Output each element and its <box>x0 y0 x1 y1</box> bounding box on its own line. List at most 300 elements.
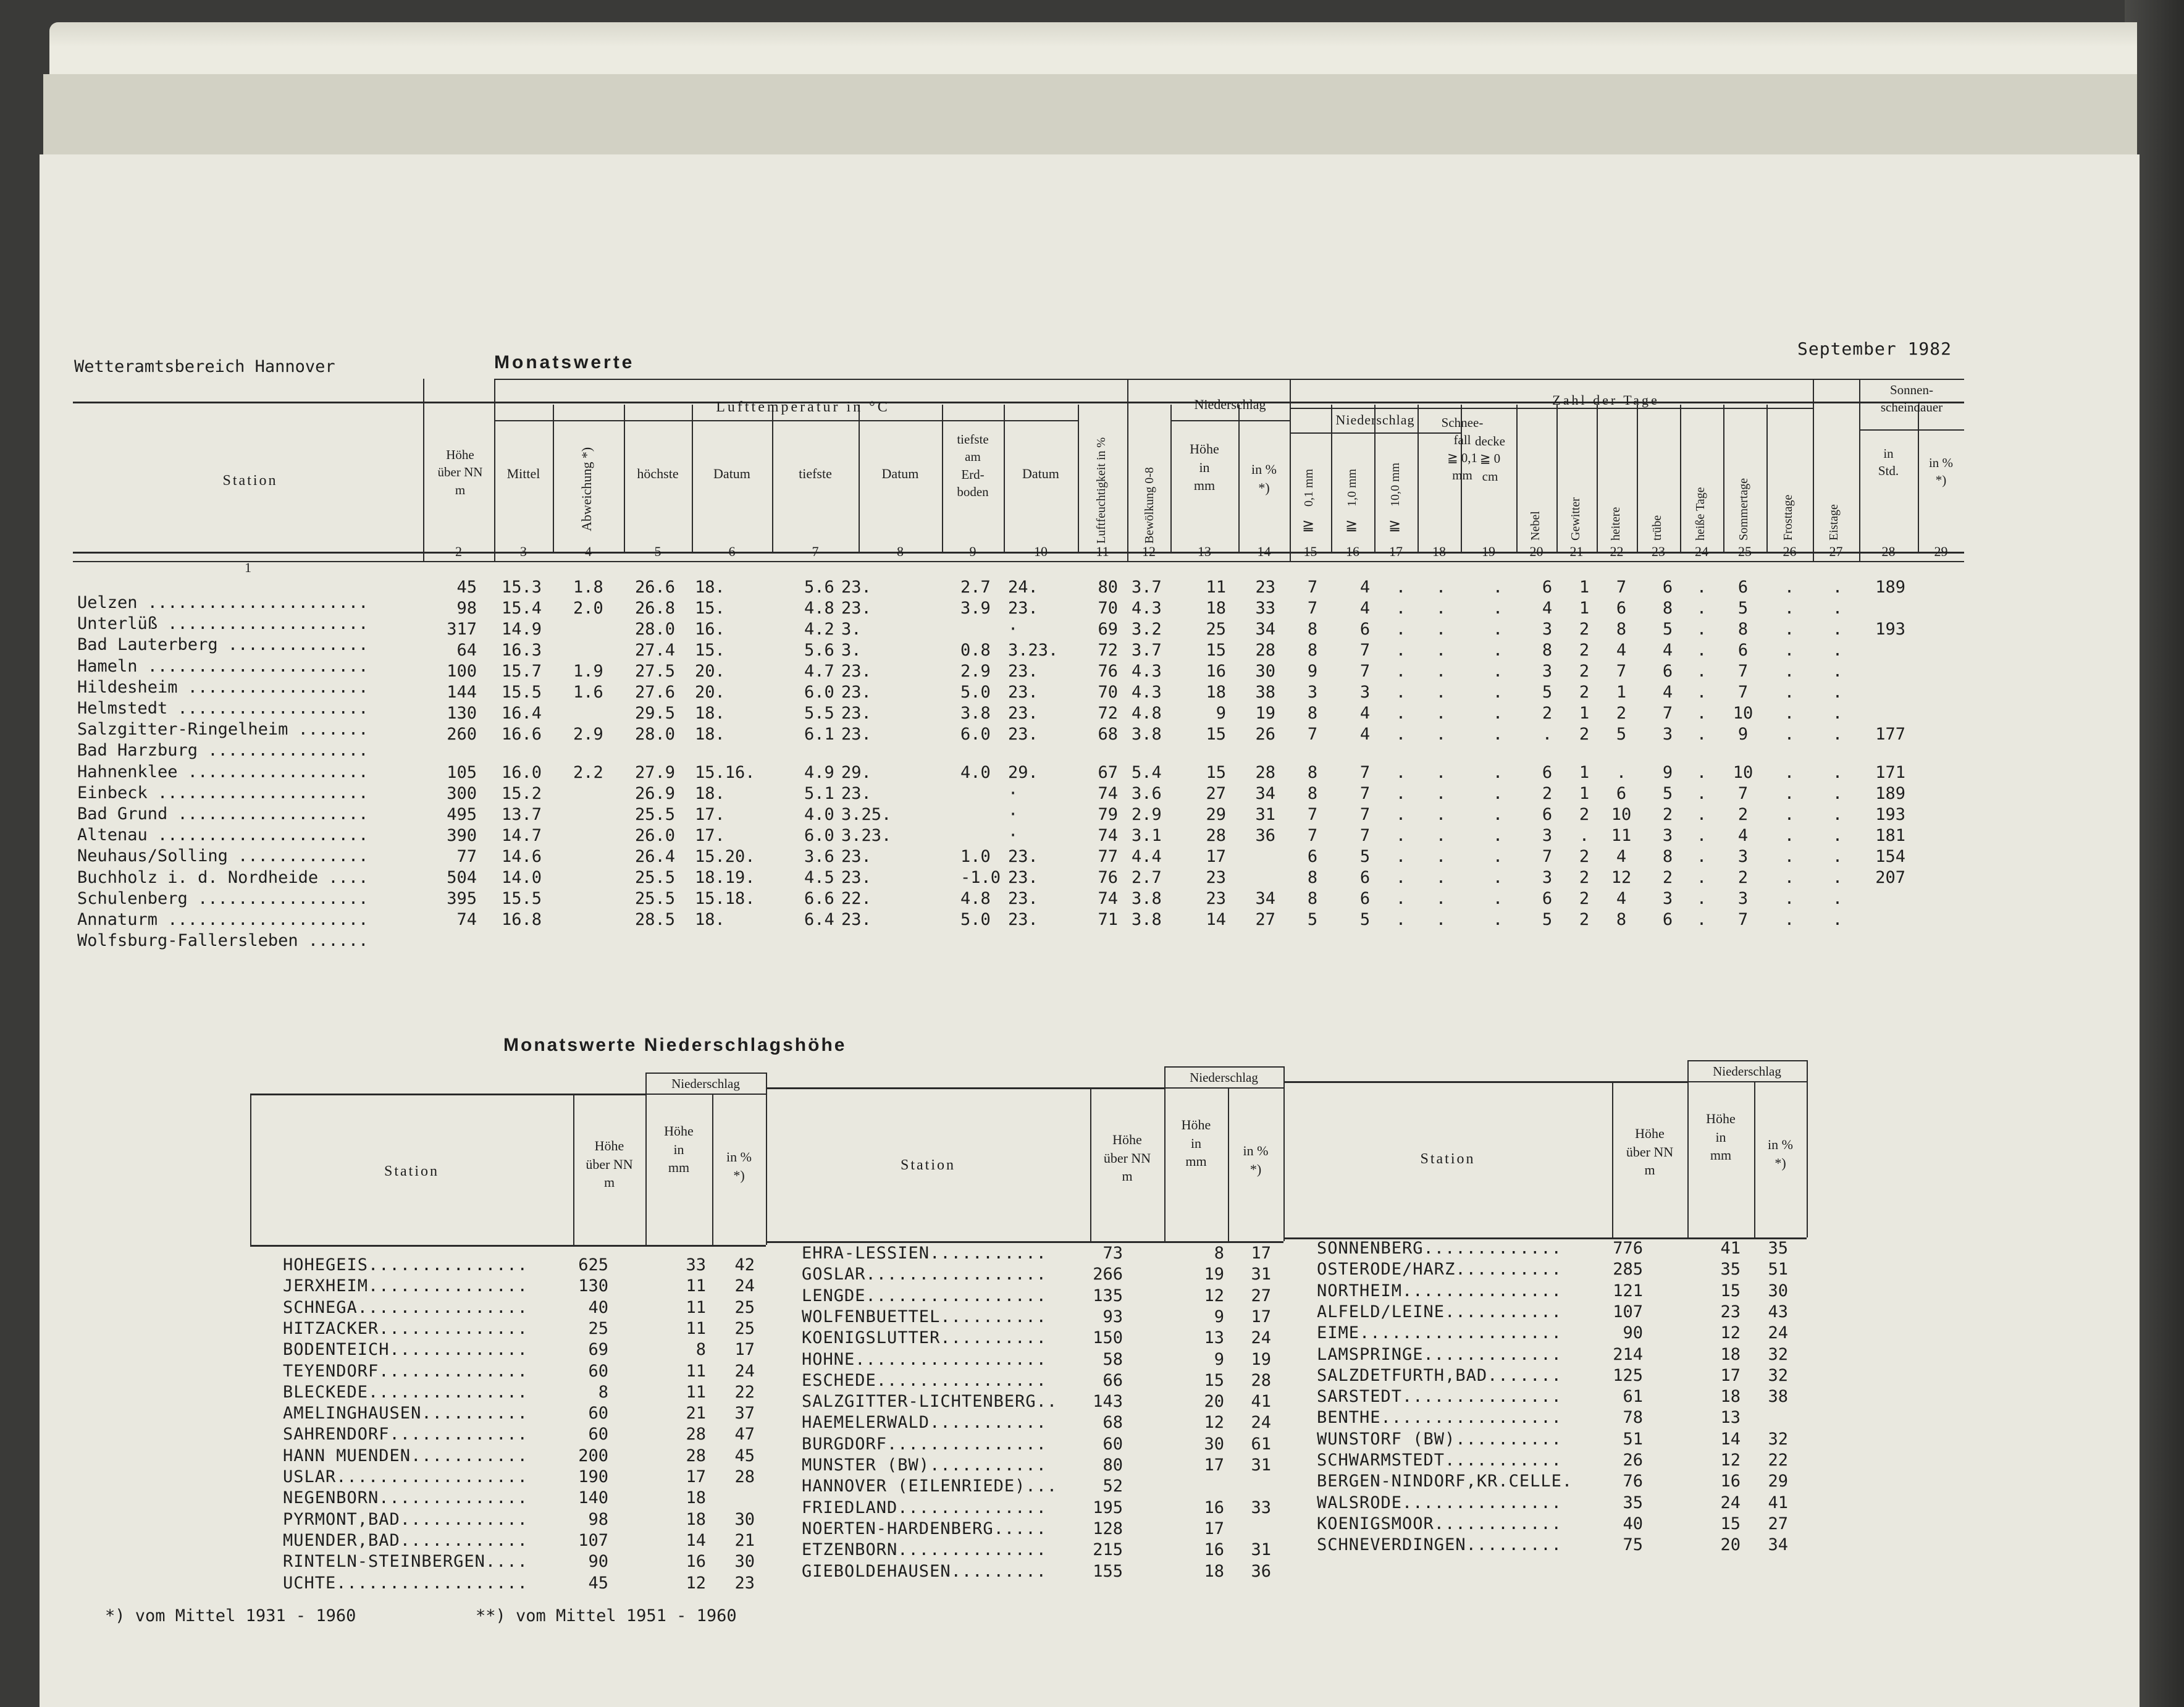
prec-station-mm: 20 <box>1204 1392 1224 1412</box>
prec-station-mm: 20 <box>1720 1535 1741 1555</box>
prec-station-name: HAEMELERWALD........... <box>802 1413 1047 1433</box>
prec-station-percent: 23 <box>734 1573 755 1593</box>
value-col-3: 15.3 <box>502 578 542 597</box>
ge-symbol: ≧ <box>1301 518 1315 534</box>
table1-vrule <box>1078 405 1079 553</box>
value-col-9: -1.0 <box>960 868 1001 887</box>
value-col-7: 5.5 <box>804 704 834 723</box>
value-col-12: 4.4 <box>1132 847 1162 866</box>
value-col-22: 5 <box>1616 725 1627 744</box>
precipitation-header: Niederschlag <box>1194 397 1266 412</box>
prec-station-height: 130 <box>578 1276 608 1296</box>
prec-station-name: ETZENBORN.............. <box>802 1540 1047 1560</box>
value-col-11: 70 <box>1098 599 1118 618</box>
value-col-20: 4 <box>1542 599 1553 618</box>
table1-vrule <box>1597 405 1598 553</box>
value-col-19: . <box>1492 784 1503 803</box>
value-col-17: . <box>1395 889 1406 908</box>
value-col-12: 3.7 <box>1132 641 1162 660</box>
prec-station-height: 266 <box>1093 1265 1123 1284</box>
value-col-8: 23. <box>841 847 872 866</box>
value-col-11: 72 <box>1098 641 1118 660</box>
value-col-22: 6 <box>1616 784 1627 803</box>
prec-station-name: PYRMONT,BAD............ <box>283 1509 528 1529</box>
value-col-6: 17. <box>695 805 725 824</box>
prec-station-mm: 17 <box>1204 1456 1224 1475</box>
sunshine-header: Sonnen- scheindauer <box>1880 382 1943 415</box>
heisse-days-header: heiße Tage <box>1694 487 1707 541</box>
prec-group-mid-rule-1 <box>1164 1087 1283 1089</box>
prec-station-percent: 24 <box>1251 1328 1271 1348</box>
value-col-6: 18. <box>695 784 725 803</box>
value-col-15: 9 <box>1307 662 1318 681</box>
table1-vrule <box>1127 379 1128 561</box>
prec-station-name: EIME................... <box>1317 1323 1562 1343</box>
column-number-7: 7 <box>812 544 819 559</box>
value-col-19: . <box>1492 763 1503 782</box>
value-col-26: . <box>1784 704 1795 723</box>
value-col-21: 2 <box>1579 805 1590 824</box>
prec-station-mm: 12 <box>1204 1413 1224 1433</box>
value-col-15: 7 <box>1307 725 1318 744</box>
prec-station-height: 285 <box>1613 1260 1643 1279</box>
column-number-27: 27 <box>1829 544 1843 559</box>
prec-station-height: 155 <box>1093 1561 1123 1581</box>
prec-station-row <box>0 1514 1976 1535</box>
prec-station-row <box>0 1239 1976 1260</box>
value-col-2: 45 <box>456 578 477 597</box>
value-col-26: . <box>1784 683 1795 702</box>
value-col-13: 15 <box>1206 763 1226 782</box>
table1-vrule <box>1290 379 1291 561</box>
value-col-13: 9 <box>1216 704 1226 723</box>
precip-01mm-header: 0,1 mm <box>1302 468 1316 507</box>
station-header: Station <box>222 473 278 489</box>
value-col-25: 5 <box>1737 599 1749 618</box>
value-col-6: 18. <box>695 910 725 929</box>
column-number-19: 19 <box>1482 544 1495 559</box>
station-values-0 <box>0 578 1976 599</box>
prec-station-row <box>0 1260 1976 1281</box>
value-col-23: 2 <box>1662 805 1673 824</box>
value-col-16: 7 <box>1359 826 1371 845</box>
value-col-16: 5 <box>1359 847 1371 866</box>
value-col-16: 3 <box>1359 683 1371 702</box>
value-col-11: 77 <box>1098 847 1118 866</box>
value-col-13: 29 <box>1206 805 1226 824</box>
value-col-4: 1.8 <box>573 578 603 597</box>
value-col-26: . <box>1784 599 1795 618</box>
station-values-4 <box>0 662 1976 683</box>
value-col-3: 16.0 <box>502 763 542 782</box>
prec-table-top-rule-0 <box>250 1094 645 1095</box>
value-col-15: 6 <box>1307 847 1318 866</box>
prec-station-percent: 37 <box>734 1404 755 1423</box>
value-col-20: 2 <box>1542 704 1553 723</box>
value-col-23: 6 <box>1662 578 1673 597</box>
prec-station-percent: 27 <box>1768 1514 1788 1533</box>
value-col-25: 2 <box>1737 868 1749 887</box>
prec-station-percent: 19 <box>1251 1349 1271 1369</box>
value-col-11: 72 <box>1098 704 1118 723</box>
value-col-8: 23. <box>841 784 872 803</box>
prec-station-name: OSTERODE/HARZ.......... <box>1317 1260 1562 1279</box>
value-col-26: . <box>1784 805 1795 824</box>
prec-station-percent: 42 <box>734 1255 755 1275</box>
value-col-7: 5.1 <box>804 784 834 803</box>
value-col-4: 2.2 <box>573 763 603 782</box>
station-name: Helmstedt ................... <box>77 699 369 718</box>
value-col-28: 171 <box>1875 763 1905 782</box>
prec-station-height: 135 <box>1093 1286 1123 1305</box>
value-col-5: 26.8 <box>635 599 676 618</box>
prec-station-mm: 15 <box>1720 1281 1741 1300</box>
sunshine-percent-header: in % *) <box>1928 455 1954 488</box>
value-col-26: . <box>1784 662 1795 681</box>
prec-station-mm: 13 <box>1720 1408 1741 1428</box>
value-col-15: 8 <box>1307 889 1318 908</box>
prec-station-name: EHRA-LESSIEN........... <box>802 1244 1047 1263</box>
prec-station-percent: 31 <box>1251 1456 1271 1475</box>
value-col-14: 33 <box>1255 599 1275 618</box>
prec-station-percent: 61 <box>1251 1434 1271 1454</box>
niederschlag-group-rule <box>1170 420 1290 421</box>
column-number-21: 21 <box>1569 544 1584 559</box>
value-col-19: . <box>1492 641 1503 660</box>
value-col-5: 29.5 <box>635 704 676 723</box>
prec-station-height: 35 <box>1623 1493 1643 1512</box>
prec-station-mm: 11 <box>686 1382 706 1402</box>
value-col-21: 2 <box>1579 910 1590 929</box>
value-col-15: 8 <box>1307 868 1318 887</box>
prec-station-height: 625 <box>578 1255 608 1275</box>
value-col-18: . <box>1435 662 1447 681</box>
prec-station-mm: 11 <box>686 1318 706 1338</box>
value-col-25: 10 <box>1732 763 1754 782</box>
prec-station-percent: 43 <box>1768 1302 1788 1321</box>
prec-station-height: 125 <box>1613 1365 1643 1385</box>
value-col-12: 4.3 <box>1132 662 1162 681</box>
value-col-2: 98 <box>456 599 477 618</box>
prec-mm-header-2: Höhe in mm <box>1706 1111 1736 1163</box>
value-col-15: 8 <box>1307 763 1318 782</box>
ground-min-header: tiefste am Erd- boden <box>957 432 989 500</box>
value-col-18: . <box>1435 784 1447 803</box>
prec-station-row <box>0 1408 1976 1429</box>
station-name: Hildesheim .................. <box>77 677 369 697</box>
table1-vrule <box>553 405 554 553</box>
value-col-8: 29. <box>841 763 872 782</box>
value-col-7: 3.6 <box>804 847 834 866</box>
value-col-16: 7 <box>1359 662 1371 681</box>
prec-group-top-rule-0 <box>645 1073 766 1074</box>
prec-station-mm: 14 <box>1720 1429 1741 1449</box>
value-col-23: 3 <box>1662 826 1673 845</box>
value-col-8: 22. <box>841 889 872 908</box>
value-col-9: 6.0 <box>960 725 991 744</box>
prec-station-mm: 35 <box>1720 1260 1741 1279</box>
value-col-19: . <box>1492 725 1503 744</box>
value-col-27: . <box>1832 578 1843 597</box>
prec-station-name: HANN MUENDEN........... <box>283 1446 528 1465</box>
prec-station-row <box>0 1451 1976 1472</box>
value-col-27: . <box>1832 784 1843 803</box>
value-col-6: 17. <box>695 826 725 845</box>
value-col-13: 15 <box>1206 725 1226 744</box>
value-col-8: 23. <box>841 578 872 597</box>
prec-station-row <box>0 1302 1976 1323</box>
value-col-8: 23. <box>841 662 872 681</box>
value-col-21: 2 <box>1579 641 1590 660</box>
station-name: Buchholz i. d. Nordheide .... <box>77 867 369 887</box>
column-number-13: 13 <box>1198 544 1211 559</box>
value-col-12: 3.8 <box>1132 889 1162 908</box>
value-col-7: 4.2 <box>804 620 834 639</box>
footnote-1951: **) vom Mittel 1951 - 1960 <box>476 1606 737 1625</box>
prec-station-height: 51 <box>1623 1429 1643 1449</box>
value-col-17: . <box>1395 868 1406 887</box>
prec-station-height: 107 <box>1613 1302 1643 1321</box>
value-col-18: . <box>1435 578 1447 597</box>
prec-station-row <box>0 1323 1976 1344</box>
value-col-14: 34 <box>1255 784 1275 803</box>
value-col-3: 16.4 <box>502 704 542 723</box>
column-number-9: 9 <box>969 544 976 559</box>
prec-station-mm: 16 <box>1204 1540 1224 1560</box>
value-col-16: 4 <box>1359 704 1371 723</box>
value-col-2: 317 <box>447 620 477 639</box>
prec-station-height: 60 <box>1102 1434 1123 1454</box>
value-col-4: 2.0 <box>573 599 603 618</box>
value-col-23: 4 <box>1662 683 1673 702</box>
prec-station-name: SONNENBERG............. <box>1317 1239 1562 1258</box>
min-date-header: Datum <box>881 466 919 481</box>
prec-station-height: 73 <box>1102 1244 1123 1263</box>
value-col-7: 6.6 <box>804 889 834 908</box>
prec-station-height: 200 <box>578 1446 608 1465</box>
prec-station-name: KOENIGSMOOR............ <box>1317 1514 1562 1533</box>
station-name: Schulenberg ................. <box>77 888 369 908</box>
value-col-16: 6 <box>1359 868 1371 887</box>
prec-station-mm: 9 <box>1214 1307 1224 1326</box>
prec-station-height: 26 <box>1623 1451 1643 1470</box>
value-col-23: 3 <box>1662 725 1673 744</box>
station-name: Bad Harzburg ................ <box>77 741 369 761</box>
table1-upper-rule <box>494 379 1964 380</box>
prec-station-name: ESCHEDE................ <box>802 1370 1047 1390</box>
ground-min-date-header: Datum <box>1022 466 1059 481</box>
prec-station-mm: 17 <box>1204 1519 1224 1538</box>
prec-station-name: UCHTE.................. <box>283 1573 528 1593</box>
station-name: Unterlüß .................... <box>77 614 369 634</box>
nebel-days-header: Nebel <box>1529 511 1542 541</box>
value-col-28: 181 <box>1875 826 1905 845</box>
prec-height-header-1: Höhe über NN m <box>1103 1132 1151 1184</box>
value-col-11: 67 <box>1098 763 1118 782</box>
prec-station-mm: 17 <box>1720 1365 1741 1385</box>
value-col-19: . <box>1492 620 1503 639</box>
value-col-5: 26.6 <box>635 578 676 597</box>
value-col-25: 6 <box>1737 578 1749 597</box>
prec-station-mm: 8 <box>695 1340 706 1360</box>
value-col-10: 23. <box>1008 662 1038 681</box>
value-col-24: . <box>1696 868 1707 887</box>
prec-table-top-rule-1 <box>766 1087 1164 1089</box>
value-col-10: · <box>1008 826 1018 845</box>
column-number-15: 15 <box>1303 544 1317 559</box>
value-col-2: 74 <box>456 910 477 929</box>
value-col-6: 20. <box>695 662 725 681</box>
prec-station-row <box>0 1387 1976 1408</box>
value-col-5: 27.9 <box>635 763 676 782</box>
value-col-20: 6 <box>1542 763 1553 782</box>
value-col-20: 6 <box>1542 805 1553 824</box>
station-name: Neuhaus/Solling ............. <box>77 846 369 866</box>
prec-group-header-0: Niederschlag <box>671 1076 740 1091</box>
value-col-7: 5.6 <box>804 578 834 597</box>
prec-station-height: 143 <box>1093 1392 1123 1412</box>
prec-station-mm: 18 <box>686 1509 706 1529</box>
value-col-2: 105 <box>447 763 477 782</box>
value-col-10: 23. <box>1008 725 1038 744</box>
value-col-21: 2 <box>1579 620 1590 639</box>
lufttemp-group-rule <box>494 420 1078 421</box>
station-name: Annaturm .................... <box>77 910 369 929</box>
value-col-18: . <box>1435 868 1447 887</box>
value-col-17: . <box>1395 599 1406 618</box>
mean-header: Mittel <box>506 466 540 481</box>
prec-station-height: 40 <box>1623 1514 1643 1533</box>
value-col-15: 8 <box>1307 641 1318 660</box>
station-values-11 <box>0 805 1976 826</box>
prec-station-mm: 18 <box>1720 1344 1741 1364</box>
value-col-11: 70 <box>1098 683 1118 702</box>
value-col-6: 15. <box>695 641 725 660</box>
column-number-22: 22 <box>1610 544 1624 559</box>
prec-station-height: 58 <box>1102 1349 1123 1369</box>
station-values-16 <box>0 910 1976 931</box>
value-col-24: . <box>1696 889 1707 908</box>
value-col-14: 38 <box>1255 683 1275 702</box>
value-col-5: 27.6 <box>635 683 676 702</box>
value-col-22: 4 <box>1616 641 1627 660</box>
value-col-16: 4 <box>1359 578 1371 597</box>
value-col-12: 4.3 <box>1132 683 1162 702</box>
value-col-24: . <box>1696 599 1707 618</box>
value-col-6: 16. <box>695 620 725 639</box>
value-col-5: 25.5 <box>635 805 676 824</box>
value-col-26: . <box>1784 784 1795 803</box>
prec-station-percent: 38 <box>1768 1387 1788 1407</box>
value-col-19: . <box>1492 805 1503 824</box>
prec-station-name: MUENDER,BAD............ <box>283 1530 528 1550</box>
prec-station-height: 69 <box>588 1340 608 1360</box>
value-col-27: . <box>1832 763 1843 782</box>
station-values-13 <box>0 847 1976 868</box>
value-col-17: . <box>1395 826 1406 845</box>
value-col-26: . <box>1784 868 1795 887</box>
value-col-14: 19 <box>1255 704 1275 723</box>
station-values-1 <box>0 599 1976 620</box>
value-col-13: 14 <box>1206 910 1226 929</box>
value-col-12: 3.2 <box>1132 620 1162 639</box>
value-col-15: 3 <box>1307 683 1318 702</box>
weather-office-label: Wetteramtsbereich Hannover <box>74 357 335 376</box>
sunshine-hours-header: in Std. <box>1878 446 1899 479</box>
prec-station-height: 214 <box>1613 1344 1643 1364</box>
value-col-24: . <box>1696 641 1707 660</box>
value-col-15: 7 <box>1307 805 1318 824</box>
station-name: Altenau ..................... <box>77 825 369 845</box>
value-col-15: 5 <box>1307 910 1318 929</box>
value-col-21: . <box>1579 826 1590 845</box>
prec-height-header-0: Höhe über NN m <box>586 1138 633 1191</box>
value-col-18: . <box>1435 826 1447 845</box>
prec-station-name: BURGDORF............... <box>802 1434 1047 1454</box>
value-col-24: . <box>1696 826 1707 845</box>
prec-station-percent: 17 <box>734 1340 755 1360</box>
prec-station-mm: 12 <box>1720 1323 1741 1343</box>
value-col-9: 3.8 <box>960 704 991 723</box>
prec-station-name: SALZDETFURTH,BAD....... <box>1317 1365 1562 1385</box>
prec-station-height: 60 <box>588 1361 608 1381</box>
value-col-21: 1 <box>1579 704 1590 723</box>
prec-station-mm: 15 <box>1720 1514 1741 1533</box>
value-col-17: . <box>1395 641 1406 660</box>
value-col-16: 6 <box>1359 620 1371 639</box>
prec-station-name: MUNSTER (BW)........... <box>802 1456 1047 1475</box>
value-col-28: 189 <box>1875 784 1905 803</box>
prec-station-percent: 41 <box>1768 1493 1788 1512</box>
value-col-7: 5.6 <box>804 641 834 660</box>
sonnenschein-group-rule <box>1859 429 1964 431</box>
value-col-13: 11 <box>1206 578 1226 597</box>
value-col-23: 6 <box>1662 662 1673 681</box>
value-col-11: 79 <box>1098 805 1118 824</box>
value-col-25: 8 <box>1737 620 1749 639</box>
prec-station-percent: 22 <box>734 1382 755 1402</box>
value-col-27: . <box>1832 620 1843 639</box>
value-col-20: 5 <box>1542 683 1553 702</box>
prec-group-mid-rule-2 <box>1687 1081 1807 1082</box>
prec-station-name: HOHNE.................. <box>802 1349 1047 1369</box>
value-col-26: . <box>1784 826 1795 845</box>
prec-station-percent: 31 <box>1251 1540 1271 1560</box>
prec-station-height: 25 <box>588 1318 608 1338</box>
station-values-2 <box>0 620 1976 641</box>
prec-station-name: WUNSTORF (BW).......... <box>1317 1429 1562 1449</box>
value-col-26: . <box>1784 847 1795 866</box>
value-col-28: 193 <box>1875 805 1905 824</box>
value-col-8: 23. <box>841 683 872 702</box>
value-col-23: 5 <box>1662 620 1673 639</box>
value-col-27: . <box>1832 847 1843 866</box>
station-name: Wolfsburg-Fallersleben ...... <box>77 931 369 951</box>
value-col-12: 3.8 <box>1132 725 1162 744</box>
prec-station-height: 78 <box>1623 1408 1643 1428</box>
prec-station-name: SCHNEGA................ <box>283 1297 528 1317</box>
value-col-16: 7 <box>1359 763 1371 782</box>
value-col-20: 6 <box>1542 578 1553 597</box>
value-col-27: . <box>1832 662 1843 681</box>
prec-station-mm: 11 <box>686 1361 706 1381</box>
value-col-17: . <box>1395 662 1406 681</box>
value-col-23: 2 <box>1662 868 1673 887</box>
prec-station-name: TEYENDORF.............. <box>283 1361 528 1381</box>
value-col-10: 23. <box>1008 683 1038 702</box>
value-col-19: . <box>1492 704 1503 723</box>
column-number-26: 26 <box>1783 544 1797 559</box>
